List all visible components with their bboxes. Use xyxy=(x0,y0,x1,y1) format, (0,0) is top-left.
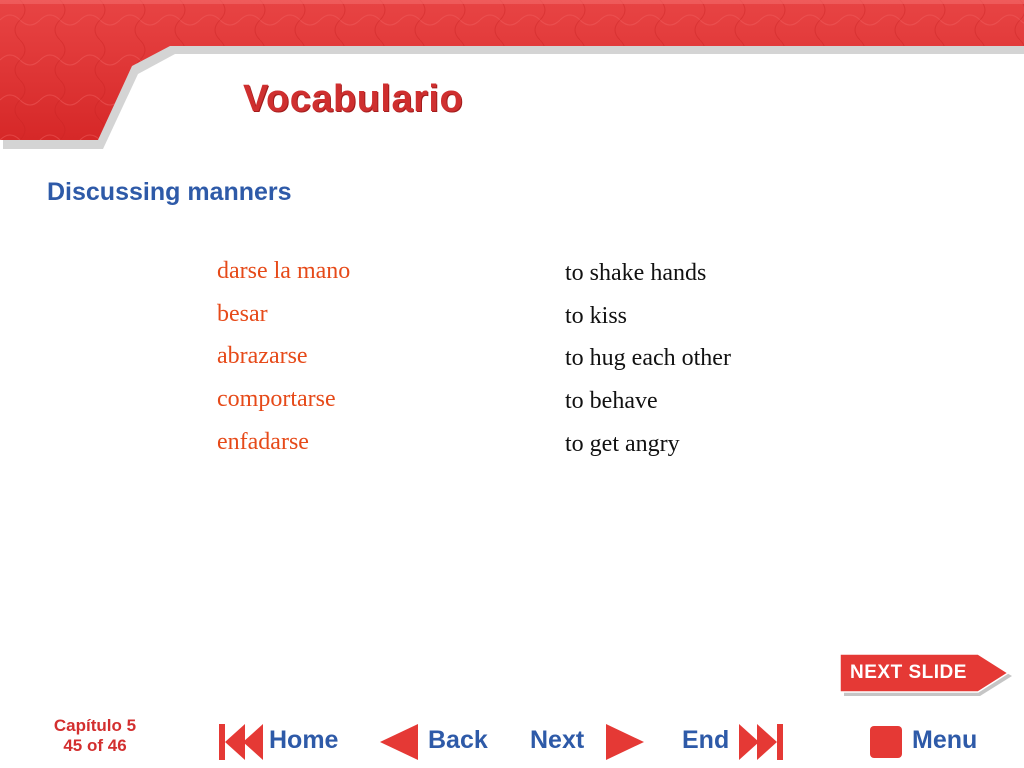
back-label: Back xyxy=(428,726,488,754)
vocab-term: enfadarse xyxy=(217,429,309,455)
next-slide-button[interactable] xyxy=(838,652,1012,696)
header-banner xyxy=(0,0,1024,160)
home-label: Home xyxy=(269,726,339,754)
menu-button[interactable] xyxy=(866,716,996,766)
page-indicator: 45 of 46 xyxy=(63,736,127,755)
section-subtitle: Discussing manners xyxy=(47,178,292,206)
vocab-definition: to kiss xyxy=(565,303,628,329)
vocab-definition: to hug each other xyxy=(565,345,731,371)
home-button[interactable] xyxy=(215,716,355,766)
chapter-label: Capítulo 5 xyxy=(53,716,137,735)
arrow-right-icon xyxy=(602,720,648,764)
next-label: Next xyxy=(530,726,585,754)
square-icon xyxy=(866,720,906,764)
vocab-term: abrazarse xyxy=(217,343,308,369)
vocab-term: comportarse xyxy=(217,386,336,412)
vocab-row xyxy=(0,429,1024,459)
arrow-left-icon xyxy=(376,720,422,764)
vocab-definition: to behave xyxy=(565,388,658,414)
end-label: End xyxy=(682,726,730,754)
next-button[interactable] xyxy=(530,716,650,766)
menu-label: Menu xyxy=(912,726,978,754)
vocab-term: darse la mano xyxy=(217,258,351,284)
vocab-definition: to shake hands xyxy=(565,260,707,286)
chapter-indicator xyxy=(30,716,160,756)
end-button[interactable] xyxy=(682,716,792,766)
back-button[interactable] xyxy=(376,716,496,766)
skip-back-icon xyxy=(215,720,265,764)
vocab-row xyxy=(0,301,1024,331)
vocab-definition: to get angry xyxy=(565,431,680,457)
skip-forward-icon xyxy=(735,720,789,764)
vocab-row xyxy=(0,343,1024,373)
vocab-term: besar xyxy=(217,301,268,327)
next-slide-label: NEXT SLIDE xyxy=(850,662,967,683)
page-title: Vocabulario xyxy=(243,78,464,120)
vocab-row xyxy=(0,258,1024,288)
banner-graphic xyxy=(0,0,1024,160)
vocab-row xyxy=(0,386,1024,416)
